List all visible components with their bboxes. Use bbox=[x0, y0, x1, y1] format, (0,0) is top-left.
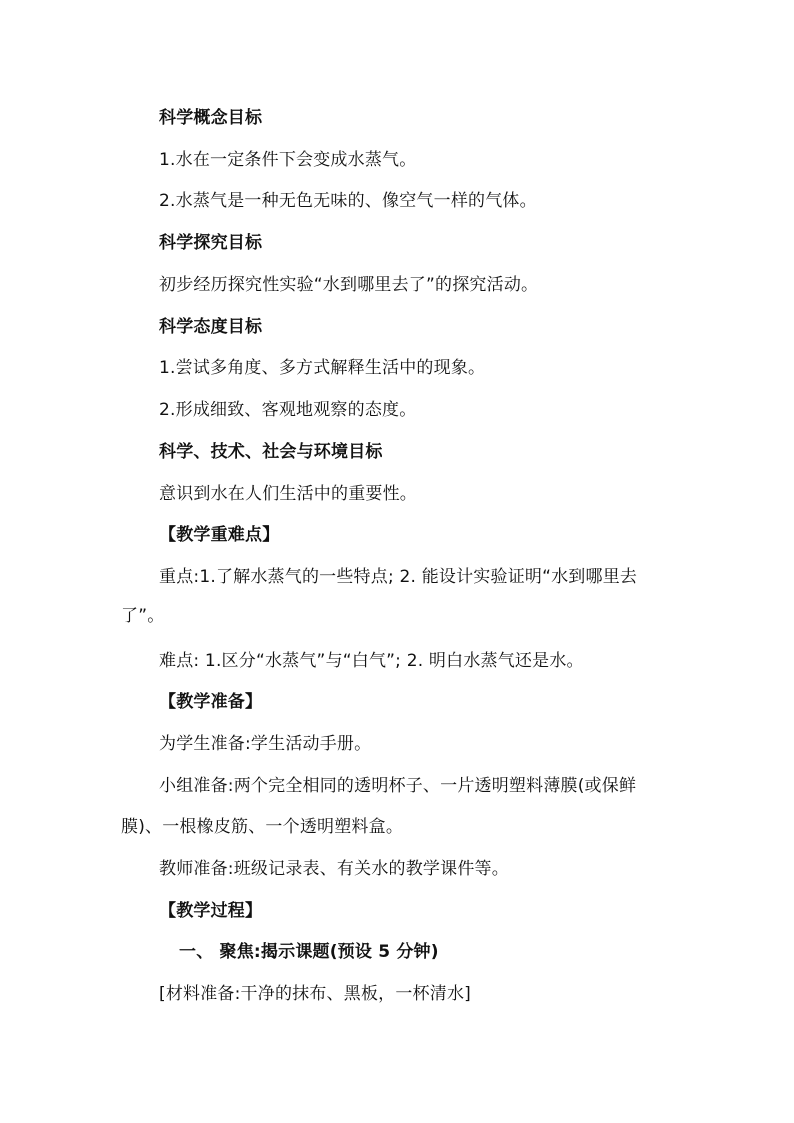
paragraph-concept-1: 1.水在一定条件下会变成水蒸气。 bbox=[159, 150, 417, 170]
heading-science-attitude-goals: 科学态度目标 bbox=[159, 317, 263, 337]
heading-stse-goals: 科学、技术、社会与环境目标 bbox=[159, 442, 383, 462]
heading-teaching-preparation: 【教学准备】 bbox=[159, 692, 263, 712]
heading-section-focus: 一、 聚焦:揭示课题(预设 5 分钟) bbox=[179, 942, 439, 962]
paragraph-key-points-line1: 重点:1.了解水蒸气的一些特点; 2. 能设计实验证明“水到哪里去 bbox=[159, 567, 638, 587]
paragraph-concept-2: 2.水蒸气是一种无色无味的、像空气一样的气体。 bbox=[159, 191, 537, 211]
paragraph-inquiry: 初步经历探究性实验“水到哪里去了”的探究活动。 bbox=[159, 275, 539, 295]
paragraph-attitude-1: 1.尝试多角度、多方式解释生活中的现象。 bbox=[159, 358, 486, 378]
paragraph-group-preparation-line1: 小组准备:两个完全相同的透明杯子、一片透明塑料薄膜(或保鲜 bbox=[159, 776, 637, 796]
paragraph-difficult-points: 难点: 1.区分“水蒸气”与“白气”; 2. 明白水蒸气还是水。 bbox=[159, 651, 584, 671]
heading-teaching-key-difficult-points: 【教学重难点】 bbox=[159, 525, 280, 545]
paragraph-student-preparation: 为学生准备:学生活动手册。 bbox=[159, 734, 372, 754]
paragraph-stse: 意识到水在人们生活中的重要性。 bbox=[159, 484, 417, 504]
heading-science-inquiry-goals: 科学探究目标 bbox=[159, 233, 263, 253]
heading-science-concept-goals: 科学概念目标 bbox=[159, 108, 263, 128]
paragraph-group-preparation-line2: 膜)、一根橡皮筋、一个透明塑料盒。 bbox=[121, 817, 404, 837]
paragraph-attitude-2: 2.形成细致、客观地观察的态度。 bbox=[159, 400, 417, 420]
heading-teaching-process: 【教学过程】 bbox=[159, 901, 263, 921]
paragraph-materials-preparation: [材料准备:干净的抹布、黑板，一杯清水] bbox=[159, 984, 471, 1004]
paragraph-key-points-line2: 了”。 bbox=[121, 606, 165, 626]
paragraph-teacher-preparation: 教师准备:班级记录表、有关水的教学课件等。 bbox=[159, 859, 509, 879]
